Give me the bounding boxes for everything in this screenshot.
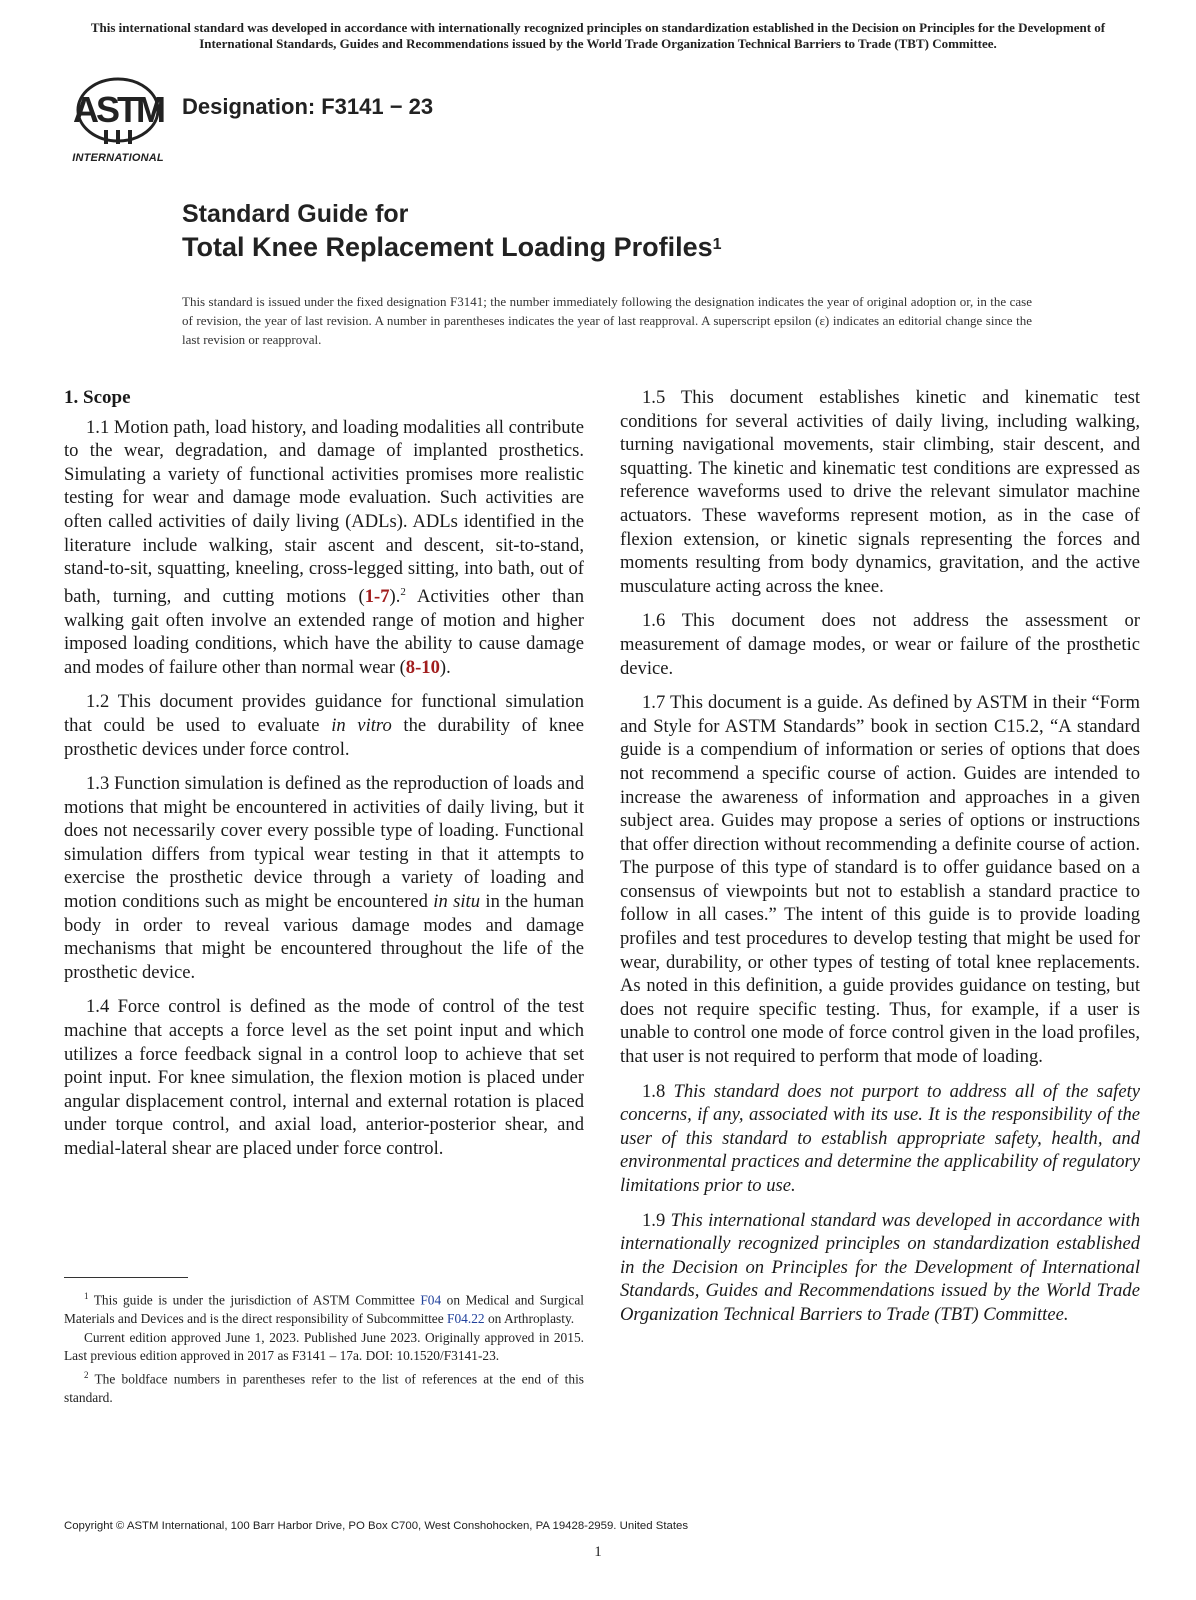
footnotes [64, 1287, 584, 1408]
paragraph-1-1-text-b: ). [389, 585, 401, 607]
designation-label: Designation: [182, 94, 316, 119]
paragraph-1-9 [620, 1209, 1140, 1327]
paragraph-1-3 [64, 772, 584, 984]
designation [182, 94, 439, 120]
issue-note: This standard is issued under the fixed designation F3141; the number immediately following the designation indicates the year of original adoption or, in the case of revision, the year of last revision. A number in parentheses indicates the year of last reapproval. A superscript epsilon (ε) indicates an editorial change since the last revision or reapproval. [182, 294, 1032, 347]
document-title [182, 198, 722, 264]
reference-link-1-7[interactable]: 1-7 [364, 585, 390, 607]
title-line-2 [182, 230, 722, 264]
footnote-2 [64, 1366, 584, 1407]
title-line-1: Standard Guide for [182, 200, 409, 228]
paragraph-1-1-text-d: ). [439, 656, 451, 678]
paragraph-1-1-text-c: Activities other than walking gait often involve an extended range of motion and higher imposed loading conditions, which have the ability to cause damage and modes of failure other than normal wear ( [64, 585, 584, 678]
left-column [64, 386, 584, 1172]
paragraph-1-3-italic: in situ [433, 891, 481, 913]
paragraph-1-1 [64, 416, 584, 680]
footnote-2-mark: 2 [84, 1370, 89, 1381]
reference-link-8-10[interactable]: 8-10 [405, 656, 440, 678]
paragraph-1-5: 1.5 This document establishes kinetic and kinematic test conditions for several activities of daily living, including walking, turning navigational movements, stair climbing, stair descent, and squatting. The kinetic and kinematic test conditions are expressed as reference waveforms used to drive the relevant simulator machine actuators. These waveforms represent motion, as in the case of flexion extension, or kinetic signals representing the forces and moments resulting from body dynamics, gravitation, and the active musculature acting across the knee. [620, 387, 1140, 597]
footnote-mark-2[interactable]: 2 [400, 585, 406, 598]
footnote-1-text-a: This guide is under the jurisdiction of ASTM Committee [88, 1292, 421, 1308]
paragraph-1-6: 1.6 This document does not address the assessment or measurement of damage modes, or wear or failure of the prosthetic device. [620, 610, 1140, 679]
paragraph-1-9-italic: This international standard was developed in accordance with internationally recognized principles on standardization established in the Decision on Principles for the Development of International Standards, Guides and Recommendations issued by the World Trade Organization Technical Barriers to Trade (TBT) Committee. [620, 1209, 1141, 1325]
subcommittee-link-f04-22[interactable]: F04.22 [447, 1310, 485, 1326]
footnote-1-edition: Current edition approved June 1, 2023. Published June 2023. Originally approved in 2015. Last previous edition approved in 2017 as F3141 – 17a. DOI: 10.1520/F3141-23. [64, 1329, 584, 1364]
paragraph-1-7: 1.7 This document is a guide. As defined by ASTM in their “Form and Style for ASTM Standards” book in section C15.2, “A standard guide is a compendium of information or series of options that does not recommend a specific course of action. Guides are intended to increase the awareness of information and approaches in a given subject area. Guides may propose a series of options or instructions that offer direction without recommending a definite course of action. The purpose of this type of standard is to offer guidance based on a consensus of viewpoints but not to establish a standard practice to follow in all cases.” The intent of this guide is to provide loading profiles and test procedures to develop testing that might be used for wear, durability, or other types of testing of total knee replacements. As noted in this definition, a guide provides guidance on testing, but does not require specific testing. Thus, for example, if a user is unable to control one mode of force control given in the load profiles, that user is not required to perform that mode of loading. [620, 692, 1140, 1068]
paragraph-1-8-number: 1.8 [642, 1080, 674, 1102]
copyright-line: Copyright © ASTM International, 100 Barr Harbor Drive, PO Box C700, West Conshohocken, PA 19428-2959. United States [64, 1520, 689, 1532]
committee-link-f04[interactable]: F04 [420, 1292, 442, 1308]
section-heading-scope: 1. Scope [64, 387, 131, 408]
paragraph-1-2 [64, 690, 584, 761]
footnote-1-text-b: on Medical and Surgical Materials and Devices and is the direct responsibility of Subcommittee [64, 1292, 584, 1326]
paragraph-1-8 [620, 1080, 1140, 1198]
paragraph-1-2-text-b: the durability of knee prosthetic devices under force control. [64, 714, 584, 760]
page-number: 1 [594, 1544, 602, 1560]
footnote-1 [64, 1287, 584, 1328]
paragraph-1-3-text-b: in the human body in order to reveal various damage modes and damage mechanisms that might be encountered throughout the life of the prosthetic device. [64, 891, 585, 983]
paragraph-1-3-text-a: 1.3 Function simulation is defined as the reproduction of loads and motions that might be encountered in activities of daily living, but it does not necessarily cover every possible type of loading. Functional simulation differs from typical wear testing in that it attempts to exercise the prosthetic device through a variety of loading and motion conditions such as might be encountered [64, 773, 584, 913]
footnote-divider [64, 1277, 188, 1278]
logo-international-text: INTERNATIONAL [72, 152, 164, 164]
paragraph-1-4: 1.4 Force control is defined as the mode of control of the test machine that accepts a force level as the set point input and which utilizes a force feedback signal in a control loop to achieve that set point input. For knee simulation, the flexion motion is placed under angular displacement control, internal and external rotation is placed under torque control, and axial load, anterior-posterior shear, and medial-lateral shear are placed under force control. [64, 996, 584, 1159]
designation-number: F3141 − 23 [321, 94, 434, 119]
paragraph-1-8-italic: This standard does not purport to address all of the safety concerns, if any, associated with its use. It is the responsibility of the user of this standard to establish appropriate safety, health, and environmental practices and determine the applicability of regulatory limitations prior to use. [620, 1080, 1140, 1196]
footnote-1-text-c: on Arthroplasty. [484, 1310, 575, 1326]
wto-notice: This international standard was developed in accordance with internationally recognized principles on standardization established in the Decision on Principles for the Development of International Standards, Guides and Recommendations issued by the World Trade Organization Technical Barriers to Trade (TBT) Committee. [90, 20, 1106, 51]
footnote-1-mark: 1 [84, 1291, 89, 1301]
astm-logo [66, 72, 170, 168]
footnote-2-text: The boldface numbers in parentheses refer to the list of references at the end of this standard. [64, 1371, 584, 1405]
paragraph-1-9-number: 1.9 [642, 1209, 671, 1231]
title-line-2-text: Total Knee Replacement Loading Profiles [182, 232, 713, 262]
paragraph-1-2-italic: in vitro [331, 714, 392, 736]
right-column [620, 386, 1140, 1338]
paragraph-1-1-text-a: 1.1 Motion path, load history, and loading modalities all contribute to the wear, degradation, and damage of implanted prosthetics. Simulating a variety of functional activities promises more realistic testing for wear and damage mode evaluation. Such activities are often called activities of daily living (ADLs). ADLs identified in the literature include walking, stair ascent and descent, sit-to-stand, stand-to-sit, squatting, kneeling, cross-legged sitting, into bath, out of bath, turning, and cutting motions ( [64, 416, 584, 607]
paragraph-1-2-text-a: 1.2 This document provides guidance for functional simulation that could be used to evaluate [64, 691, 584, 736]
astm-logo-icon [66, 72, 170, 152]
title-footnote-mark: 1 [712, 236, 722, 253]
svg-text:ASTM: ASTM [73, 89, 163, 130]
